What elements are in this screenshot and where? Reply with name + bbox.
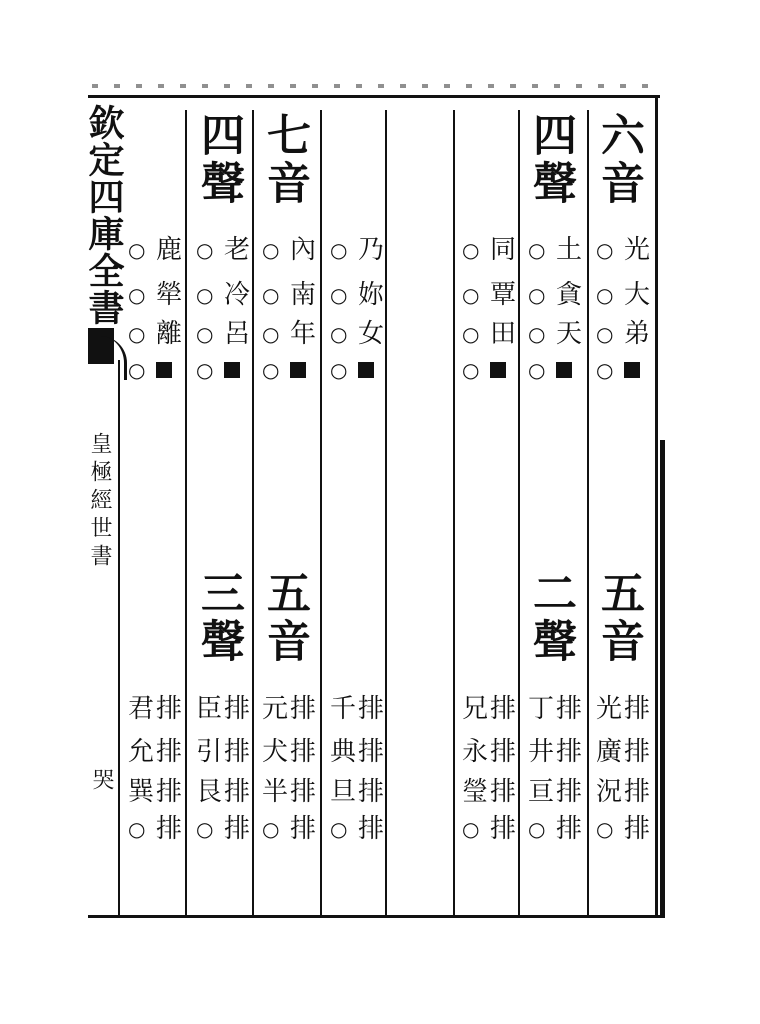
grid-cell-bottom: [128, 738, 184, 770]
character-glyph: 況: [596, 777, 623, 807]
column-header-bottom: 五音: [259, 570, 310, 666]
character-glyph: 覃: [490, 280, 517, 310]
grid-cell-top: [196, 356, 252, 388]
grid-cell-bottom: [128, 815, 184, 847]
grid-cell-top: [262, 356, 318, 388]
character-glyph: 田: [490, 319, 517, 349]
top-edge-noise: [92, 84, 657, 88]
character-glyph: 排: [624, 814, 651, 844]
column-header-bottom: 三聲: [193, 570, 244, 666]
grid-cell-bottom: [596, 738, 652, 770]
fill-square-mark: [156, 362, 172, 378]
empty-circle-mark: ○: [128, 283, 146, 307]
fill-square-mark: [556, 362, 572, 378]
character-glyph: 呂: [224, 319, 251, 349]
fill-square-mark: [224, 362, 240, 378]
character-glyph: 乃: [358, 235, 385, 265]
character-glyph: 臣: [196, 694, 223, 724]
frame-bottom-rule: [88, 915, 664, 918]
empty-circle-mark: ○: [596, 322, 614, 346]
character-glyph: 排: [358, 737, 385, 767]
character-glyph: 排: [290, 814, 317, 844]
frame-right-thick-rule: [660, 440, 665, 918]
character-glyph: 元: [262, 694, 289, 724]
spine-subtitle: 皇極經世書: [87, 432, 112, 572]
empty-circle-mark: ○: [528, 322, 546, 346]
grid-cell-top: [528, 356, 584, 388]
character-glyph: 犬: [262, 737, 289, 767]
character-glyph: 排: [224, 737, 251, 767]
empty-circle-mark: ○: [462, 283, 480, 307]
grid-cell-top: [330, 281, 386, 313]
empty-circle-mark: ○: [596, 358, 614, 382]
character-glyph: 排: [358, 777, 385, 807]
grid-cell-top: [528, 236, 584, 268]
grid-cell-bottom: [262, 738, 318, 770]
empty-circle-mark: ○: [596, 283, 614, 307]
character-glyph: 排: [156, 814, 183, 844]
character-glyph: 內: [290, 235, 317, 265]
frame-right-rule: [655, 95, 658, 918]
character-glyph: 弟: [624, 319, 651, 349]
column-header-bottom: 二聲: [525, 570, 576, 666]
grid-cell-top: [596, 356, 652, 388]
grid-cell-top: [596, 281, 652, 313]
spine-rule: [118, 360, 120, 918]
character-glyph: 排: [290, 777, 317, 807]
empty-circle-mark: ○: [462, 322, 480, 346]
character-glyph: 排: [556, 777, 583, 807]
character-glyph: 女: [358, 319, 385, 349]
column-rule: [453, 110, 455, 915]
grid-cell-top: [196, 236, 252, 268]
character-glyph: 犖: [156, 280, 183, 310]
empty-circle-mark: ○: [528, 358, 546, 382]
grid-cell-bottom: [528, 695, 584, 727]
character-glyph: 排: [556, 694, 583, 724]
character-glyph: 排: [224, 814, 251, 844]
grid-cell-bottom: [262, 695, 318, 727]
character-glyph: 排: [490, 694, 517, 724]
column-rule: [587, 110, 589, 915]
column-header-top: 四聲: [525, 112, 576, 208]
empty-circle-mark: ○: [196, 283, 214, 307]
grid-cell-bottom: [330, 738, 386, 770]
column-rule: [320, 110, 322, 915]
grid-cell-bottom: [330, 778, 386, 810]
grid-cell-top: [596, 236, 652, 268]
empty-circle-mark: ○: [196, 238, 214, 262]
character-glyph: 大: [624, 280, 651, 310]
grid-cell-top: [462, 356, 518, 388]
empty-circle-mark: ○: [330, 283, 348, 307]
grid-cell-top: [596, 320, 652, 352]
character-glyph: 艮: [196, 777, 223, 807]
character-glyph: 離: [156, 319, 183, 349]
empty-circle-mark: ○: [196, 817, 214, 841]
grid-cell-bottom: [596, 815, 652, 847]
grid-cell-bottom: [528, 738, 584, 770]
column-header-top: 六音: [593, 112, 644, 208]
empty-circle-mark: ○: [262, 283, 280, 307]
character-glyph: 鹿: [156, 235, 183, 265]
character-glyph: 丁: [528, 694, 555, 724]
empty-circle-mark: ○: [128, 238, 146, 262]
character-glyph: 排: [224, 777, 251, 807]
character-glyph: 半: [262, 777, 289, 807]
grid-cell-bottom: [128, 778, 184, 810]
empty-circle-mark: ○: [262, 238, 280, 262]
character-glyph: 排: [490, 777, 517, 807]
grid-cell-top: [262, 320, 318, 352]
character-glyph: 土: [556, 235, 583, 265]
character-glyph: 排: [156, 737, 183, 767]
character-glyph: 排: [224, 694, 251, 724]
character-glyph: 天: [556, 319, 583, 349]
frame-top-rule: [88, 95, 660, 98]
character-glyph: 南: [290, 280, 317, 310]
grid-cell-top: [262, 236, 318, 268]
character-glyph: 老: [224, 235, 251, 265]
character-glyph: 兄: [462, 694, 489, 724]
grid-cell-top: [330, 236, 386, 268]
grid-cell-bottom: [462, 815, 518, 847]
empty-circle-mark: ○: [462, 358, 480, 382]
character-glyph: 排: [624, 737, 651, 767]
character-glyph: 亘: [528, 777, 555, 807]
character-glyph: 引: [196, 737, 223, 767]
character-glyph: 排: [290, 694, 317, 724]
fill-square-mark: [290, 362, 306, 378]
character-glyph: 排: [358, 694, 385, 724]
grid-cell-bottom: [262, 815, 318, 847]
character-glyph: 千: [330, 694, 357, 724]
empty-circle-mark: ○: [330, 322, 348, 346]
empty-circle-mark: ○: [330, 817, 348, 841]
grid-cell-top: [128, 236, 184, 268]
spine-page-number: 哭: [89, 768, 114, 790]
grid-cell-top: [128, 356, 184, 388]
grid-cell-top: [330, 320, 386, 352]
character-glyph: 永: [462, 737, 489, 767]
character-glyph: 妳: [358, 280, 385, 310]
grid-cell-bottom: [330, 815, 386, 847]
character-glyph: 巽: [128, 777, 155, 807]
empty-circle-mark: ○: [262, 322, 280, 346]
grid-cell-top: [262, 281, 318, 313]
empty-circle-mark: ○: [330, 238, 348, 262]
column-header-top: 四聲: [193, 112, 244, 208]
grid-cell-bottom: [196, 815, 252, 847]
character-glyph: 光: [624, 235, 651, 265]
grid-cell-top: [528, 320, 584, 352]
grid-cell-bottom: [196, 778, 252, 810]
grid-cell-bottom: [330, 695, 386, 727]
empty-circle-mark: ○: [462, 238, 480, 262]
column-header-top: 七音: [259, 112, 310, 208]
character-glyph: 排: [156, 694, 183, 724]
empty-circle-mark: ○: [128, 322, 146, 346]
spine-title: 欽定四庫全書: [83, 104, 125, 326]
fill-square-mark: [358, 362, 374, 378]
character-glyph: 井: [528, 737, 555, 767]
character-glyph: 貪: [556, 280, 583, 310]
column-rule: [518, 110, 520, 915]
empty-circle-mark: ○: [596, 238, 614, 262]
character-glyph: 廣: [596, 737, 623, 767]
empty-circle-mark: ○: [528, 283, 546, 307]
grid-cell-bottom: [528, 778, 584, 810]
grid-cell-top: [462, 320, 518, 352]
character-glyph: 典: [330, 737, 357, 767]
character-glyph: 旦: [330, 777, 357, 807]
grid-cell-bottom: [262, 778, 318, 810]
character-glyph: 排: [290, 737, 317, 767]
character-glyph: 排: [490, 737, 517, 767]
grid-cell-top: [128, 320, 184, 352]
grid-cell-top: [462, 236, 518, 268]
grid-cell-bottom: [596, 778, 652, 810]
grid-cell-bottom: [462, 695, 518, 727]
grid-cell-top: [528, 281, 584, 313]
character-glyph: 排: [358, 814, 385, 844]
grid-cell-bottom: [128, 695, 184, 727]
grid-cell-top: [196, 281, 252, 313]
character-glyph: 冷: [224, 280, 251, 310]
empty-circle-mark: ○: [596, 817, 614, 841]
character-glyph: 排: [556, 737, 583, 767]
column-rule: [252, 110, 254, 915]
empty-circle-mark: ○: [462, 817, 480, 841]
grid-cell-bottom: [196, 695, 252, 727]
character-glyph: 排: [556, 814, 583, 844]
fill-square-mark: [624, 362, 640, 378]
character-glyph: 排: [624, 777, 651, 807]
grid-cell-bottom: [528, 815, 584, 847]
character-glyph: 允: [128, 737, 155, 767]
character-glyph: 君: [128, 694, 155, 724]
grid-cell-bottom: [196, 738, 252, 770]
grid-cell-bottom: [462, 778, 518, 810]
grid-cell-bottom: [462, 738, 518, 770]
grid-cell-top: [196, 320, 252, 352]
empty-circle-mark: ○: [128, 817, 146, 841]
character-glyph: 同: [490, 235, 517, 265]
character-glyph: 光: [596, 694, 623, 724]
empty-circle-mark: ○: [128, 358, 146, 382]
fishtail-curve: [100, 336, 127, 380]
character-glyph: 排: [490, 814, 517, 844]
character-glyph: 排: [624, 694, 651, 724]
grid-cell-bottom: [596, 695, 652, 727]
empty-circle-mark: ○: [196, 322, 214, 346]
empty-circle-mark: ○: [262, 817, 280, 841]
empty-circle-mark: ○: [262, 358, 280, 382]
column-header-bottom: 五音: [593, 570, 644, 666]
character-glyph: 排: [156, 777, 183, 807]
column-rule: [185, 110, 187, 915]
empty-circle-mark: ○: [196, 358, 214, 382]
fill-square-mark: [490, 362, 506, 378]
character-glyph: 瑩: [462, 777, 489, 807]
grid-cell-top: [462, 281, 518, 313]
character-glyph: 年: [290, 319, 317, 349]
empty-circle-mark: ○: [528, 238, 546, 262]
empty-circle-mark: ○: [528, 817, 546, 841]
grid-cell-top: [128, 281, 184, 313]
grid-cell-top: [330, 356, 386, 388]
empty-circle-mark: ○: [330, 358, 348, 382]
